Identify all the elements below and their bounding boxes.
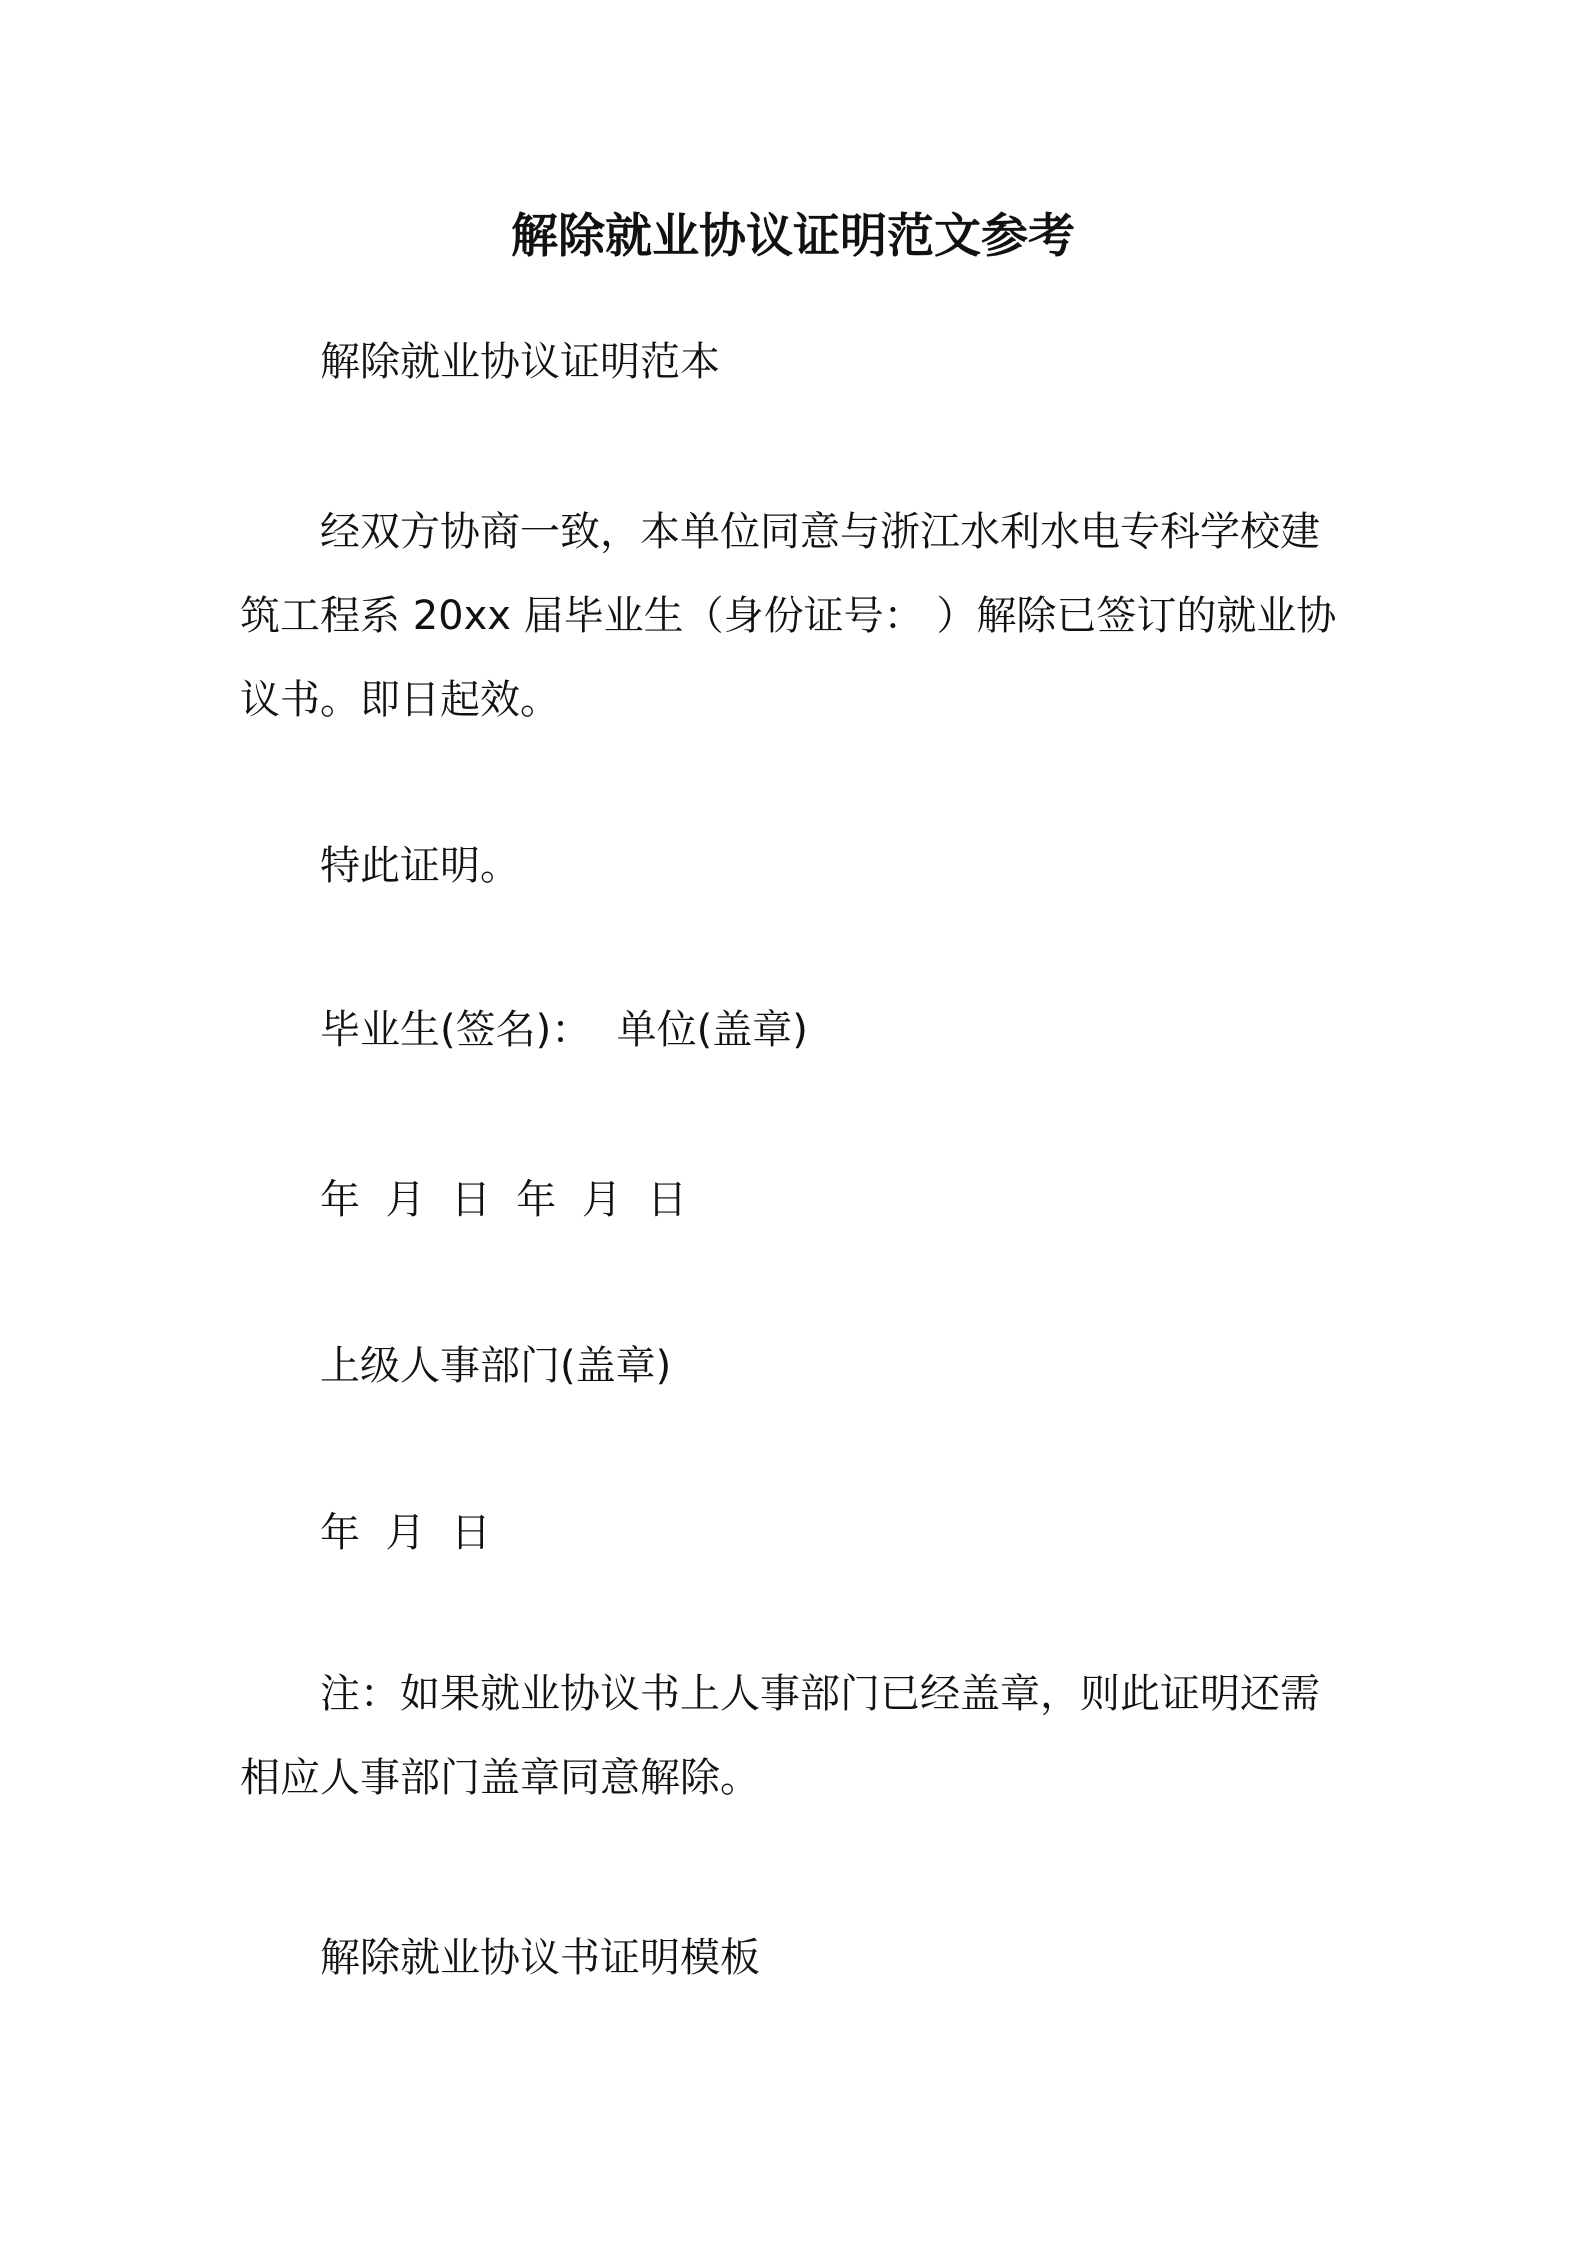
signature-line: 毕业生(签名)： 单位(盖章) — [320, 1007, 808, 1053]
template-heading: 解除就业协议书证明模板 — [320, 1935, 760, 1981]
hereby-certify: 特此证明。 — [320, 843, 520, 889]
note-paragraph: 注：如果就业协议书上人事部门已经盖章，则此证明还需相应人事部门盖章同意解除。 — [240, 1671, 1320, 1801]
main-paragraph: 经双方协商一致，本单位同意与浙江水利水电专科学校建筑工程系 20xx 届毕业生（身份证号： ）解除已签订的就业协议书。即日起效。 — [240, 509, 1337, 723]
hr-department-stamp: 上级人事部门(盖章) — [320, 1343, 672, 1389]
date-line-single: 年 月 日 — [320, 1510, 491, 1556]
subtitle-sample: 解除就业协议证明范本 — [320, 339, 720, 385]
date-line-double: 年 月 日 年 月 日 — [320, 1177, 688, 1223]
document-title: 解除就业协议证明范文参考 — [511, 209, 1075, 264]
